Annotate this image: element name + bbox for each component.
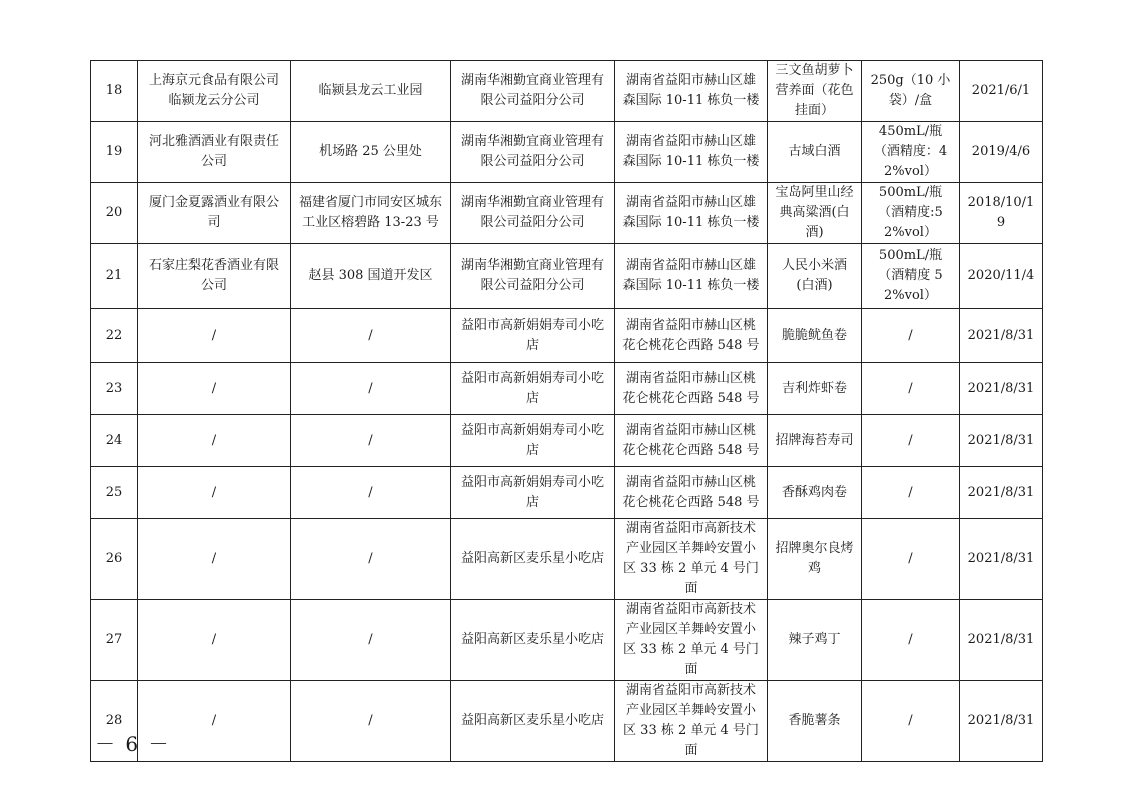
producer-address: 临颍县龙云工业园	[291, 61, 451, 122]
row-number: 21	[91, 244, 138, 309]
row-number: 28	[91, 681, 138, 762]
producer-name: /	[138, 415, 291, 467]
producer-name: /	[138, 681, 291, 762]
table-row	[91, 244, 1043, 309]
seller-name: 益阳高新区麦乐星小吃店	[451, 600, 615, 681]
producer-name: /	[138, 600, 291, 681]
production-date: 2019/4/6	[960, 122, 1043, 183]
production-date: 2021/8/31	[960, 309, 1043, 363]
seller-name: 益阳市高新娟娟寿司小吃店	[451, 309, 615, 363]
table-row	[91, 519, 1043, 600]
seller-name: 湖南华湘勤宜商业管理有限公司益阳分公司	[451, 61, 615, 122]
production-date: 2021/8/31	[960, 467, 1043, 519]
producer-address: /	[291, 600, 451, 681]
product-name: 脆脆鱿鱼卷	[768, 309, 862, 363]
seller-address: 湖南省益阳市赫山区雄森国际 10-11 栋负一楼	[615, 244, 768, 309]
production-date: 2018/10/19	[960, 183, 1043, 244]
seller-address: 湖南省益阳市赫山区雄森国际 10-11 栋负一楼	[615, 61, 768, 122]
seller-name: 益阳市高新娟娟寿司小吃店	[451, 363, 615, 415]
product-name: 古域白酒	[768, 122, 862, 183]
table-row	[91, 363, 1043, 415]
product-name: 辣子鸡丁	[768, 600, 862, 681]
row-number: 23	[91, 363, 138, 415]
product-name: 香酥鸡肉卷	[768, 467, 862, 519]
product-name: 香脆薯条	[768, 681, 862, 762]
producer-address: 机场路 25 公里处	[291, 122, 451, 183]
production-date: 2021/6/1	[960, 61, 1043, 122]
row-number: 18	[91, 61, 138, 122]
seller-address: 湖南省益阳市赫山区桃花仑桃花仑西路 548 号	[615, 309, 768, 363]
seller-name: 湖南华湘勤宜商业管理有限公司益阳分公司	[451, 122, 615, 183]
table-row	[91, 415, 1043, 467]
seller-name: 益阳市高新娟娟寿司小吃店	[451, 467, 615, 519]
product-spec: /	[862, 363, 960, 415]
table-row	[91, 309, 1043, 363]
row-number: 22	[91, 309, 138, 363]
producer-name: 厦门金夏露酒业有限公司	[138, 183, 291, 244]
seller-name: 益阳高新区麦乐星小吃店	[451, 681, 615, 762]
page-number: － 6 －	[95, 732, 171, 756]
producer-address: /	[291, 681, 451, 762]
seller-address: 湖南省益阳市赫山区桃花仑桃花仑西路 548 号	[615, 415, 768, 467]
food-sampling-table	[90, 60, 1043, 762]
seller-address: 湖南省益阳市高新技术产业园区羊舞岭安置小区 33 栋 2 单元 4 号门面	[615, 519, 768, 600]
producer-name: /	[138, 309, 291, 363]
seller-address: 湖南省益阳市赫山区桃花仑桃花仑西路 548 号	[615, 363, 768, 415]
seller-address: 湖南省益阳市高新技术产业园区羊舞岭安置小区 33 栋 2 单元 4 号门面	[615, 681, 768, 762]
seller-address: 湖南省益阳市高新技术产业园区羊舞岭安置小区 33 栋 2 单元 4 号门面	[615, 600, 768, 681]
producer-address: /	[291, 415, 451, 467]
product-spec: /	[862, 519, 960, 600]
producer-address: /	[291, 363, 451, 415]
product-spec: 450mL/瓶（酒精度：42%vol）	[862, 122, 960, 183]
product-name: 吉利炸虾卷	[768, 363, 862, 415]
product-spec: /	[862, 681, 960, 762]
production-date: 2020/11/4	[960, 244, 1043, 309]
table-row	[91, 183, 1043, 244]
product-spec: 500mL/瓶（酒精度 52%vol）	[862, 244, 960, 309]
production-date: 2021/8/31	[960, 363, 1043, 415]
seller-address: 湖南省益阳市赫山区桃花仑桃花仑西路 548 号	[615, 467, 768, 519]
seller-name: 益阳市高新娟娟寿司小吃店	[451, 415, 615, 467]
product-spec: /	[862, 600, 960, 681]
table-row	[91, 600, 1043, 681]
seller-name: 湖南华湘勤宜商业管理有限公司益阳分公司	[451, 244, 615, 309]
seller-address: 湖南省益阳市赫山区雄森国际 10-11 栋负一楼	[615, 183, 768, 244]
product-spec: /	[862, 467, 960, 519]
producer-address: /	[291, 467, 451, 519]
production-date: 2021/8/31	[960, 415, 1043, 467]
table-row	[91, 467, 1043, 519]
product-spec: /	[862, 415, 960, 467]
producer-name: 河北雅酒酒业有限责任公司	[138, 122, 291, 183]
seller-name: 益阳高新区麦乐星小吃店	[451, 519, 615, 600]
producer-address: /	[291, 309, 451, 363]
product-name: 宝岛阿里山经典高粱酒(白酒)	[768, 183, 862, 244]
production-date: 2021/8/31	[960, 600, 1043, 681]
product-name: 三文鱼胡萝卜营养面（花色挂面）	[768, 61, 862, 122]
product-spec: /	[862, 309, 960, 363]
producer-address: 赵县 308 国道开发区	[291, 244, 451, 309]
product-spec: 500mL/瓶（酒精度:52%vol）	[862, 183, 960, 244]
producer-name: /	[138, 519, 291, 600]
table-row	[91, 61, 1043, 122]
producer-name: 石家庄梨花香酒业有限公司	[138, 244, 291, 309]
seller-address: 湖南省益阳市赫山区雄森国际 10-11 栋负一楼	[615, 122, 768, 183]
production-date: 2021/8/31	[960, 681, 1043, 762]
producer-name: /	[138, 363, 291, 415]
producer-name: /	[138, 467, 291, 519]
product-name: 招牌海苔寿司	[768, 415, 862, 467]
producer-name: 上海京元食品有限公司临颍龙云分公司	[138, 61, 291, 122]
product-name: 招牌奥尔良烤鸡	[768, 519, 862, 600]
row-number: 25	[91, 467, 138, 519]
row-number: 19	[91, 122, 138, 183]
row-number: 20	[91, 183, 138, 244]
seller-name: 湖南华湘勤宜商业管理有限公司益阳分公司	[451, 183, 615, 244]
producer-address: /	[291, 519, 451, 600]
row-number: 24	[91, 415, 138, 467]
row-number: 27	[91, 600, 138, 681]
product-name: 人民小米酒(白酒)	[768, 244, 862, 309]
production-date: 2021/8/31	[960, 519, 1043, 600]
product-spec: 250g（10 小袋）/盒	[862, 61, 960, 122]
table-row	[91, 122, 1043, 183]
row-number: 26	[91, 519, 138, 600]
producer-address: 福建省厦门市同安区城东工业区榕碧路 13-23 号	[291, 183, 451, 244]
table-row	[91, 681, 1043, 762]
